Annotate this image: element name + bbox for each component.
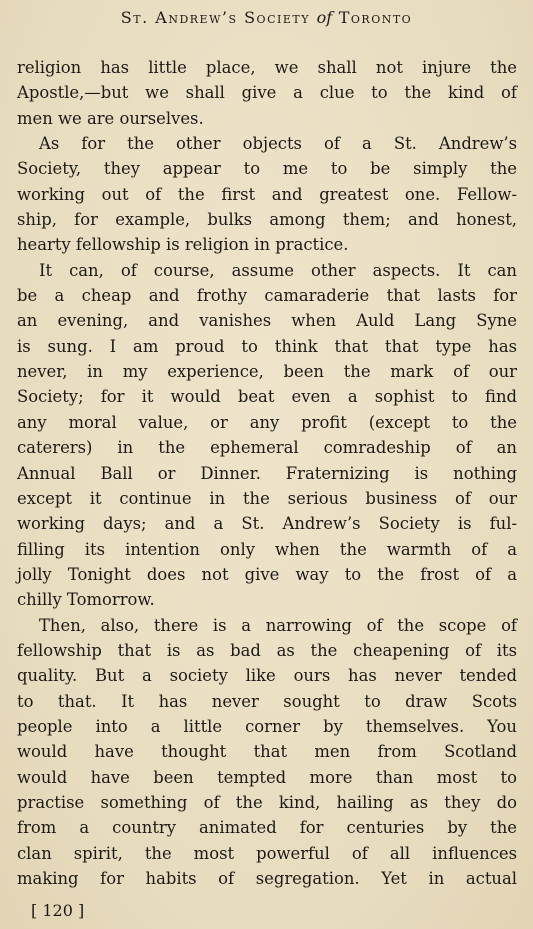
text-line: fellowship that is as bad as the cheapening of its [17,640,517,660]
text-line: As for the other objects of a St. Andrew’s [39,134,517,154]
text-line: religion has little place, we shall not injure the [17,58,517,77]
text-line: filling its intention only when the warmth of a [17,539,517,559]
text-line: making for habits of segregation. Yet in actual [17,869,517,888]
text-line: quality. But a society like ours has never tended [17,666,517,686]
text-line: an evening, and vanishes when Auld Lang Syne [17,311,517,331]
text-line: chilly Tomorrow. [17,590,155,610]
text-line: clan spirit, the most powerful of all influences [17,843,517,863]
text-line: hearty fellowship is religion in practice. [17,235,349,255]
text-line: be a cheap and frothy camaraderie that lasts for [17,286,517,306]
running-head-city: Toronto [338,8,413,27]
text-line: would have been tempted more than most to [17,767,517,787]
text-line: caterers) in the ephemeral comradeship of an [17,438,517,458]
text-line: is sung. I am proud to think that that type has [17,336,517,356]
text-line: would have thought that men from Scotland [17,742,517,762]
text-line: jolly Tonight does not give way to the frost of a [17,564,517,584]
page-number: [ 120 ] [31,901,85,920]
text-line: never, in my experience, been the mark of our [17,362,517,382]
text-line: Apostle,—but we shall give a clue to the kind of [17,83,517,103]
text-line: Society, they appear to me to be simply the [17,159,517,179]
text-line: except it continue in the serious business of our [17,488,517,508]
running-head [0,5,533,31]
text-line: men we are ourselves. [17,108,204,128]
text-line: people into a little corner by themselves. You [17,716,517,736]
body-text [17,55,517,891]
running-head-society: St. Andrew’s Society [120,8,310,27]
running-head-of: of [316,8,333,27]
text-line: from a country animated for centuries by the [17,818,517,838]
text-line: practise something of the kind, hailing as they do [17,792,517,812]
text-line: ship, for example, bulks among them; and honest, [17,210,517,230]
text-line: working days; and a St. Andrew’s Society is ful- [17,514,517,534]
text-line: working out of the first and greatest one. Fellow- [17,184,517,204]
text-line: any moral value, or any profit (except to the [17,412,517,432]
text-line: to that. It has never sought to draw Scots [17,691,517,711]
text-line: It can, of course, assume other aspects. It can [39,260,517,280]
text-line: Society; for it would beat even a sophist to find [17,387,517,407]
text-line: Then, also, there is a narrowing of the scope of [39,615,517,635]
text-line: Annual Ball or Dinner. Fraternizing is nothing [17,463,517,483]
